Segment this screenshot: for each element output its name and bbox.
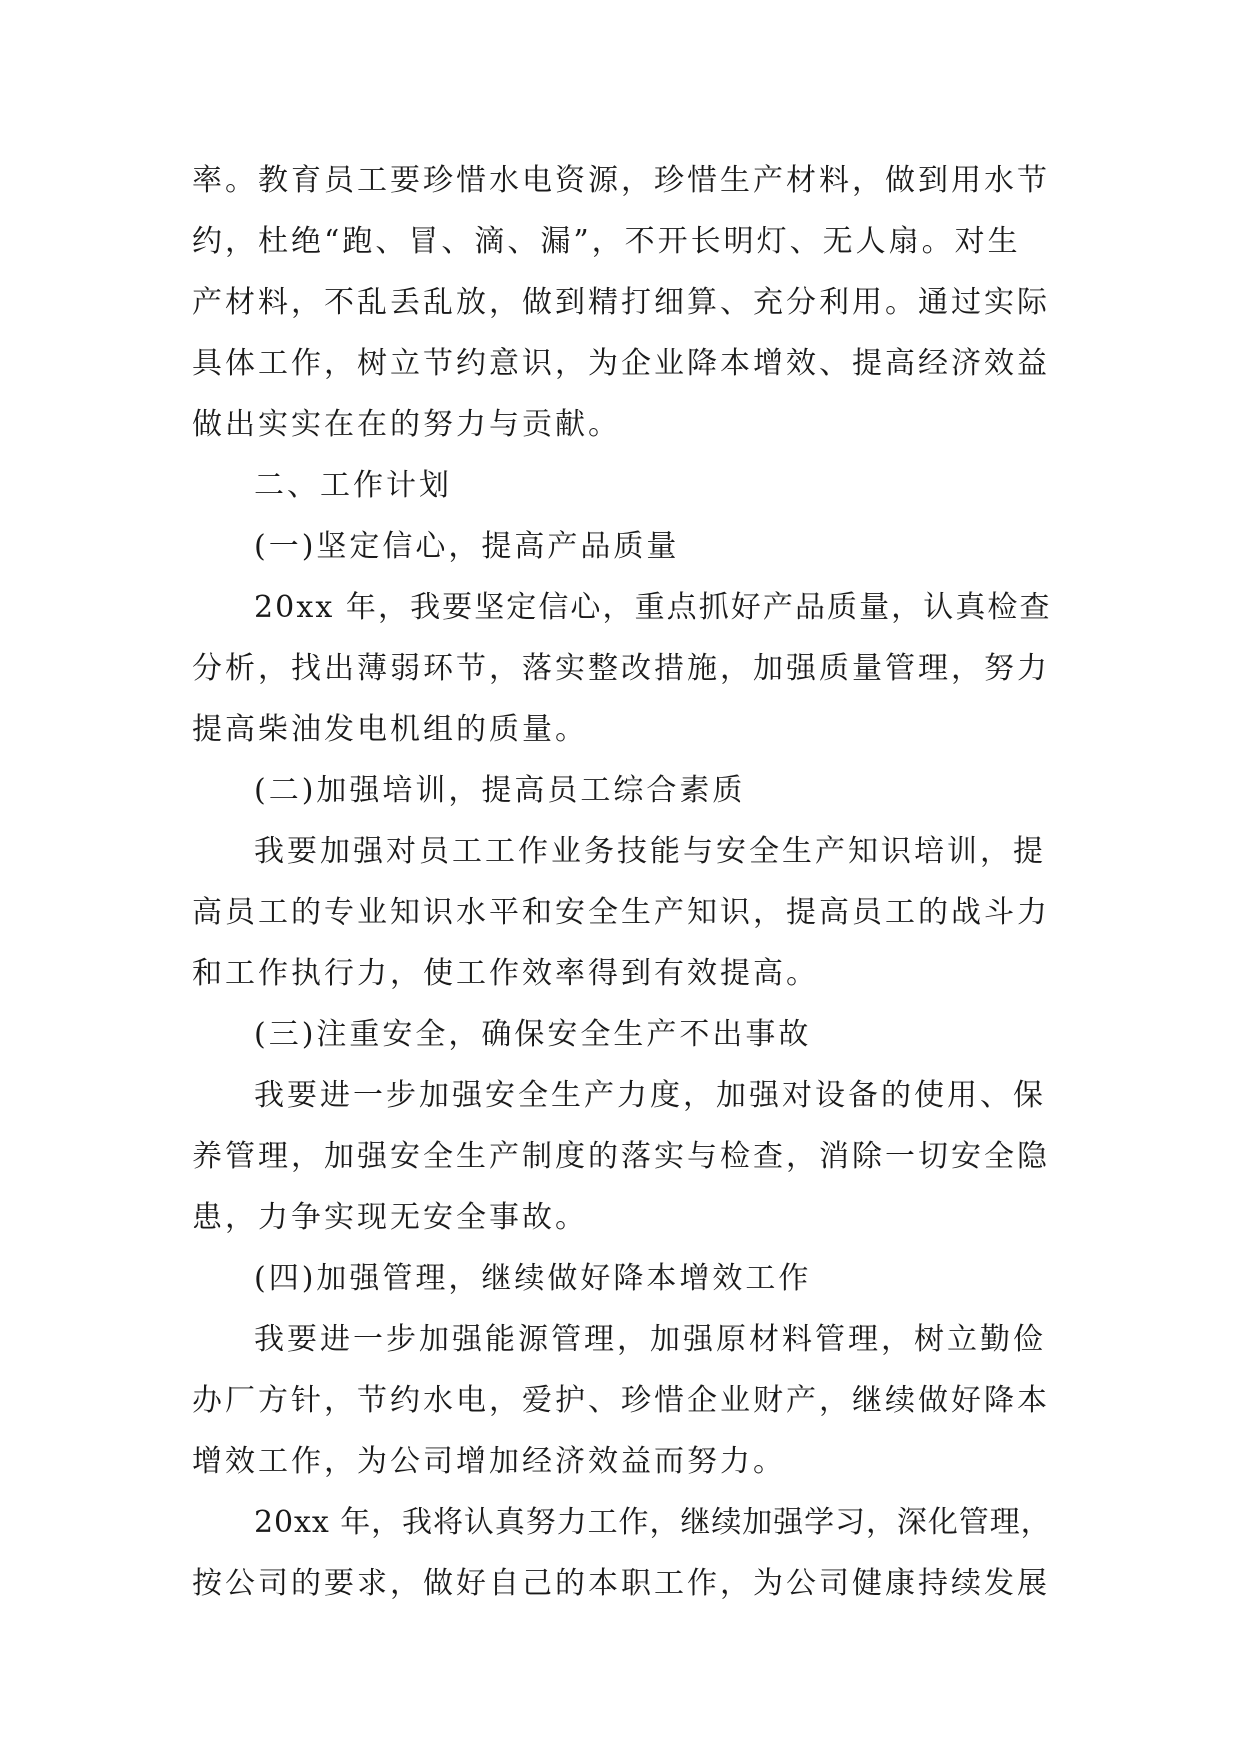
text-line: 约，杜绝“跑、冒、滴、漏”，不开长明灯、无人扇。对生: [192, 224, 1021, 259]
text-line: 养管理，加强安全生产制度的落实与检查，消除一切安全隐: [192, 1139, 1050, 1174]
text-line: 率。教育员工要珍惜水电资源，珍惜生产材料，做到用水节: [192, 163, 1050, 198]
text-line: 和工作执行力，使工作效率得到有效提高。: [192, 956, 819, 991]
text-line: 患，力争实现无安全事故。: [192, 1200, 588, 1235]
paragraph-start: 20xx 年，我要坚定信心，重点抓好产品质量，认真检查: [254, 590, 1052, 625]
text-line: 具体工作，树立节约意识，为企业降本增效、提高经济效益: [192, 346, 1050, 381]
text-line: 做出实实在在的努力与贡献。: [192, 407, 621, 442]
text-line: 增效工作，为公司增加经济效益而努力。: [192, 1444, 786, 1479]
paragraph-start: 20xx 年，我将认真努力工作，继续加强学习，深化管理，: [254, 1505, 1052, 1540]
text-line: 产材料，不乱丢乱放，做到精打细算、充分利用。通过实际: [192, 285, 1050, 320]
text-line: 按公司的要求，做好自己的本职工作，为公司健康持续发展: [192, 1566, 1050, 1601]
subsection-heading: (三)注重安全，确保安全生产不出事故: [254, 1017, 812, 1052]
text-line: 办厂方针，节约水电，爱护、珍惜企业财产，继续做好降本: [192, 1383, 1050, 1418]
paragraph-start: 我要加强对员工工作业务技能与安全生产知识培训，提: [254, 834, 1046, 869]
section-heading: 二、工作计划: [254, 468, 452, 503]
paragraph-start: 我要进一步加强能源管理，加强原材料管理，树立勤俭: [254, 1322, 1046, 1357]
text-line: 提高柴油发电机组的质量。: [192, 712, 588, 747]
subsection-heading: (四)加强管理，继续做好降本增效工作: [254, 1261, 812, 1296]
document-body: [192, 150, 1052, 1614]
subsection-heading: (一)坚定信心，提高产品质量: [254, 529, 680, 564]
text-line: 高员工的专业知识水平和安全生产知识，提高员工的战斗力: [192, 895, 1050, 930]
subsection-heading: (二)加强培训，提高员工综合素质: [254, 773, 746, 808]
paragraph-start: 我要进一步加强安全生产力度，加强对设备的使用、保: [254, 1078, 1046, 1113]
text-line: 分析，找出薄弱环节，落实整改措施，加强质量管理，努力: [192, 651, 1050, 686]
